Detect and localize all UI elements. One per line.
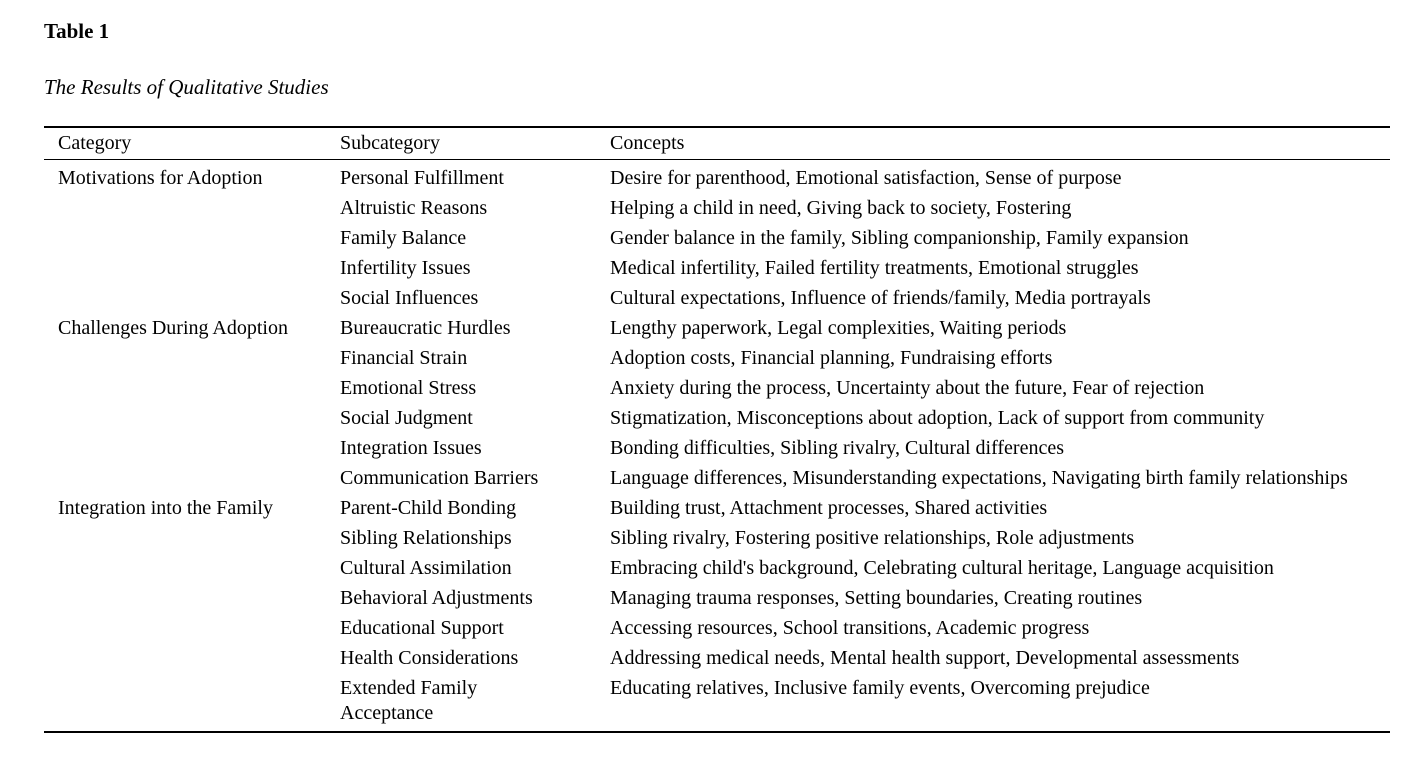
- table-row: [44, 436, 1390, 466]
- cell-category: Challenges During Adoption: [58, 317, 288, 339]
- table-row: [44, 466, 1390, 496]
- cell-subcategory: Cultural Assimilation: [340, 557, 512, 579]
- table-row: [44, 196, 1390, 226]
- cell-category: [44, 346, 340, 376]
- cell-subcategory: Family Balance: [340, 227, 467, 249]
- table-row: [44, 376, 1390, 406]
- cell-concepts: Cultural expectations, Influence of friends/family, Media portrayals: [610, 287, 1151, 309]
- header-row: [44, 127, 1390, 160]
- cell-concepts: Bonding difficulties, Sibling rivalry, Cultural differences: [610, 437, 1064, 459]
- cell-category: [44, 526, 340, 556]
- table-row: [44, 160, 1390, 197]
- cell-concepts: Medical infertility, Failed fertility treatments, Emotional struggles: [610, 257, 1139, 279]
- table-row: [44, 346, 1390, 376]
- cell-subcategory: Bureaucratic Hurdles: [340, 317, 511, 339]
- cell-category: [44, 586, 340, 616]
- cell-subcategory: Behavioral Adjustments: [340, 587, 533, 609]
- cell-subcategory: Integration Issues: [340, 437, 482, 459]
- cell-category: Integration into the Family: [58, 497, 273, 519]
- cell-concepts: Building trust, Attachment processes, Shared activities: [610, 497, 1048, 519]
- cell-concepts: Embracing child's background, Celebrating cultural heritage, Language acquisition: [610, 557, 1274, 579]
- cell-concepts: Addressing medical needs, Mental health support, Developmental assessments: [610, 647, 1240, 669]
- column-header-subcategory: Subcategory: [340, 127, 610, 160]
- cell-concepts: Anxiety during the process, Uncertainty about the future, Fear of rejection: [610, 377, 1205, 399]
- table-row: [44, 616, 1390, 646]
- cell-concepts: Language differences, Misunderstanding expectations, Navigating birth family relationships: [610, 467, 1348, 489]
- cell-category: [44, 376, 340, 406]
- table-row: [44, 676, 1390, 732]
- cell-subcategory: Parent-Child Bonding: [340, 497, 517, 519]
- results-table: [44, 126, 1390, 733]
- cell-category: [44, 286, 340, 316]
- table-row: [44, 256, 1390, 286]
- column-header-concepts: Concepts: [610, 127, 1390, 160]
- cell-concepts: Adoption costs, Financial planning, Fundraising efforts: [610, 347, 1053, 369]
- cell-concepts: Lengthy paperwork, Legal complexities, Waiting periods: [610, 317, 1067, 339]
- table-body: [44, 160, 1390, 733]
- table-row: [44, 556, 1390, 586]
- cell-category: [44, 646, 340, 676]
- cell-subcategory: Personal Fulfillment: [340, 167, 504, 189]
- table-row: [44, 496, 1390, 526]
- cell-subcategory: Altruistic Reasons: [340, 197, 488, 219]
- cell-category: [44, 256, 340, 286]
- table-title: The Results of Qualitative Studies: [44, 75, 329, 99]
- cell-concepts: Stigmatization, Misconceptions about adoption, Lack of support from community: [610, 407, 1265, 429]
- cell-category: [44, 406, 340, 436]
- cell-subcategory: Infertility Issues: [340, 257, 471, 279]
- cell-subcategory: Social Influences: [340, 287, 479, 309]
- cell-subcategory: Communication Barriers: [340, 467, 539, 489]
- cell-subcategory: Health Considerations: [340, 647, 519, 669]
- cell-category: [44, 466, 340, 496]
- cell-concepts: Desire for parenthood, Emotional satisfaction, Sense of purpose: [610, 167, 1122, 189]
- table-row: [44, 646, 1390, 676]
- table-row: [44, 316, 1390, 346]
- cell-concepts: Managing trauma responses, Setting boundaries, Creating routines: [610, 587, 1143, 609]
- table-row: [44, 526, 1390, 556]
- cell-concepts: Helping a child in need, Giving back to society, Fostering: [610, 197, 1072, 219]
- cell-category: [44, 556, 340, 586]
- cell-concepts: Sibling rivalry, Fostering positive relationships, Role adjustments: [610, 527, 1135, 549]
- table-row: [44, 406, 1390, 436]
- cell-subcategory: Educational Support: [340, 617, 504, 639]
- cell-category: [44, 676, 340, 732]
- cell-subcategory: Emotional Stress: [340, 377, 477, 399]
- cell-category: [44, 616, 340, 646]
- cell-category: [44, 226, 340, 256]
- cell-concepts: Accessing resources, School transitions, Academic progress: [610, 617, 1090, 639]
- cell-concepts: Educating relatives, Inclusive family events, Overcoming prejudice: [610, 677, 1150, 699]
- cell-category: [44, 196, 340, 226]
- cell-subcategory: Sibling Relationships: [340, 527, 512, 549]
- table-row: [44, 586, 1390, 616]
- cell-concepts: Gender balance in the family, Sibling companionship, Family expansion: [610, 227, 1189, 249]
- cell-subcategory: Social Judgment: [340, 407, 473, 429]
- cell-category: Motivations for Adoption: [58, 167, 263, 189]
- table-row: [44, 286, 1390, 316]
- cell-subcategory: Extended Family Acceptance: [340, 677, 478, 724]
- cell-subcategory: Financial Strain: [340, 347, 468, 369]
- table-number: Table 1: [44, 19, 110, 43]
- column-header-category: Category: [44, 127, 340, 160]
- cell-category: [44, 436, 340, 466]
- table-row: [44, 226, 1390, 256]
